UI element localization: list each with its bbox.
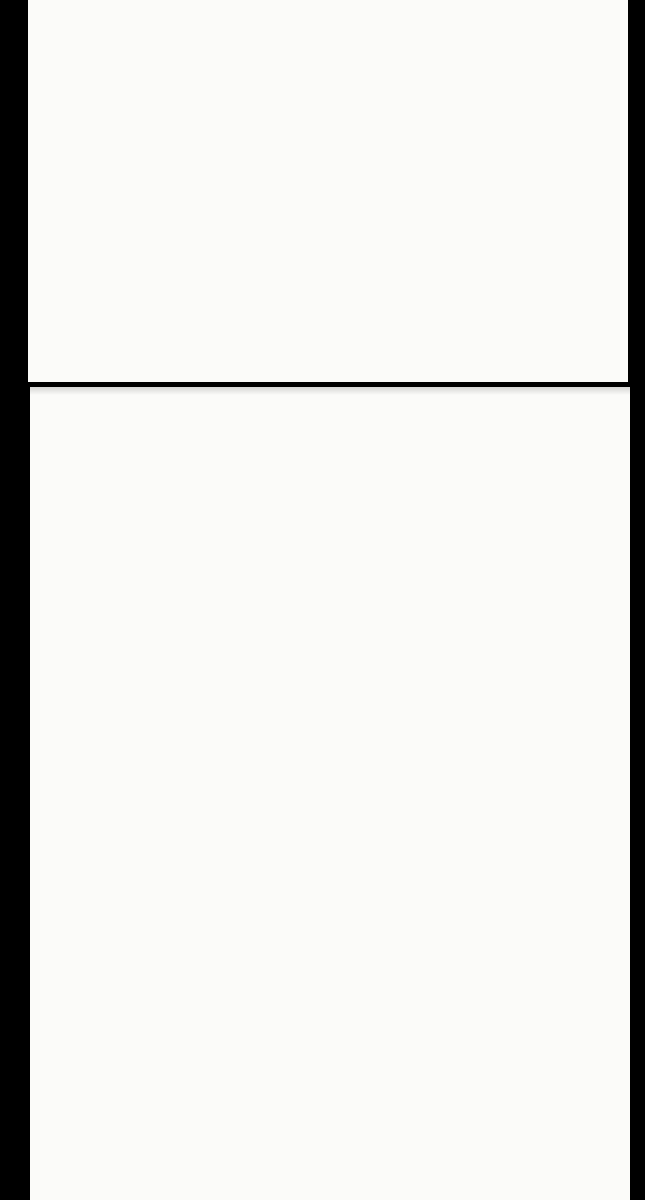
transcript-text-bottom	[88, 487, 608, 493]
page-shadow	[30, 387, 630, 395]
transcript-page-top	[28, 0, 628, 382]
transcript-page-bottom	[30, 387, 630, 1200]
